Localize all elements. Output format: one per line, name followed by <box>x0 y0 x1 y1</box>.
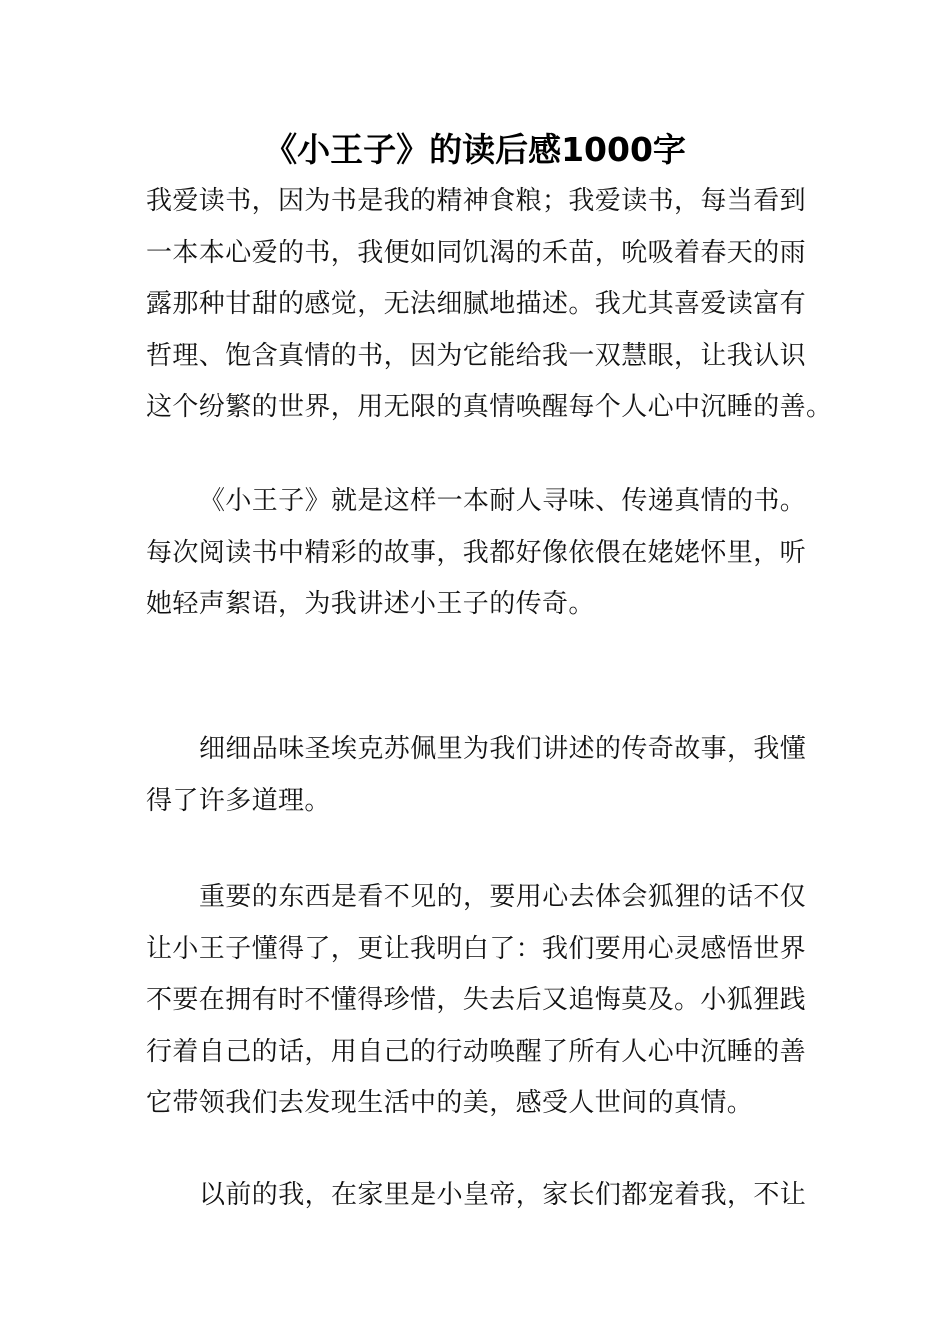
paragraph-line: 不要在拥有时不懂得珍惜，失去后又追悔莫及。小狐狸践 <box>146 985 807 1015</box>
paragraph-line: 以前的我，在家里是小皇帝，家长们都宠着我，不让 <box>199 1180 807 1210</box>
paragraph-1 <box>146 176 833 434</box>
paragraph-line: 细细品味圣埃克苏佩里为我们讲述的传奇故事，我懂 <box>199 734 807 764</box>
paragraph-line: 一本本心爱的书，我便如同饥渴的禾苗，吮吸着春天的雨 <box>146 237 807 268</box>
paragraph-line: 她轻声絮语，为我讲述小王子的传奇。 <box>146 589 595 619</box>
paragraph-line: 每次阅读书中精彩的故事，我都好像依偎在姥姥怀里，听 <box>146 537 807 568</box>
document-title: 《小王子》的读后感1000字 <box>264 130 686 169</box>
paragraph-2 <box>146 476 806 631</box>
paragraph-line: 让小王子懂得了，更让我明白了：我们要用心灵感悟世界 <box>146 933 807 964</box>
paragraph-4 <box>146 872 806 1130</box>
paragraph-line: 得了许多道理。 <box>146 785 331 816</box>
paragraph-line: 《小王子》就是这样一本耐人寻味、传递真情的书。 <box>199 486 807 516</box>
paragraph-line: 这个纷繁的世界，用无限的真情唤醒每个人心中沉睡的善。 <box>146 392 833 422</box>
paragraph-line: 行着自己的话，用自己的行动唤醒了所有人心中沉睡的善 <box>146 1036 807 1067</box>
paragraph-5 <box>146 1170 806 1222</box>
paragraph-line: 哲理、饱含真情的书，因为它能给我一双慧眼，让我认识 <box>146 340 807 371</box>
paragraph-line: 它带领我们去发现生活中的美，感受人世间的真情。 <box>146 1088 754 1118</box>
paragraph-line: 露那种甘甜的感觉，无法细腻地描述。我尤其喜爱读富有 <box>146 289 807 319</box>
paragraph-line: 我爱读书，因为书是我的精神食粮；我爱读书，每当看到 <box>146 186 807 216</box>
paragraph-3 <box>146 724 806 827</box>
paragraph-line: 重要的东西是看不见的，要用心去体会狐狸的话不仅 <box>199 882 807 912</box>
